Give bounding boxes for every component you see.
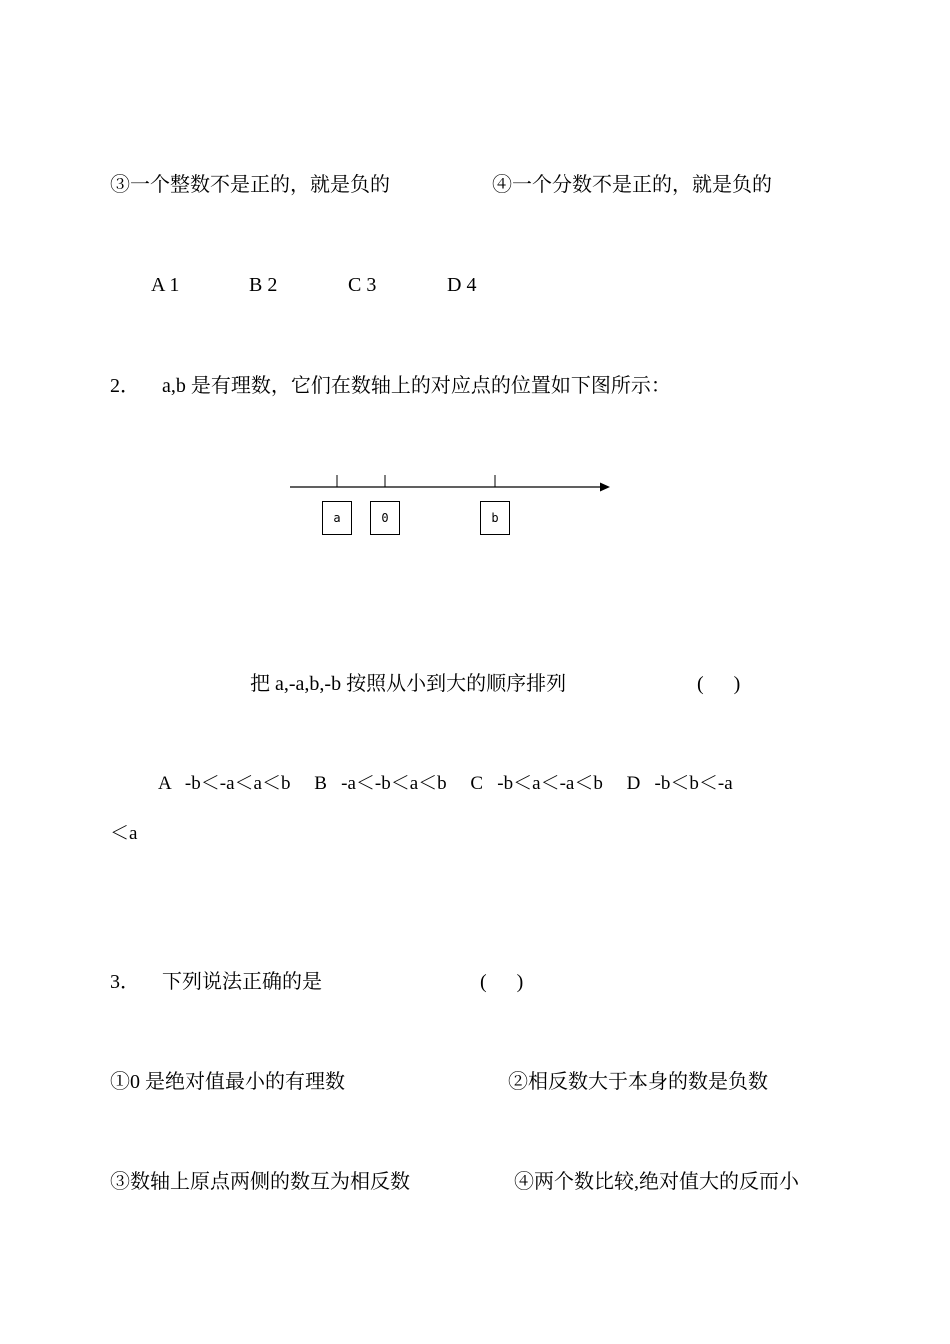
q1-option-d: D 4 [447,274,477,296]
q2-prompt: 把 a,-a,b,-b 按照从小到大的顺序排列 [250,673,567,695]
point-b-text: b [491,511,499,525]
number-line-figure [280,466,620,506]
point-zero-text: 0 [381,511,389,525]
q1-statement-4: ④一个分数不是正的，就是负的 [492,174,772,196]
q3-answer-paren: ( ) [480,971,524,993]
q3-number: 3． [110,971,140,993]
number-line-arrow [600,483,610,492]
q3-statement-1: ①0 是绝对值最小的有理数 [110,1071,345,1093]
q3-statement-4: ④两个数比较,绝对值大的反而小 [514,1171,799,1193]
q2-options-line1: A -b＜-a＜a＜b B -a＜-b＜a＜b C -b＜a＜-a＜b D -b＜b＜-a [158,773,733,794]
q1-option-a: A 1 [151,274,180,296]
q2-options-line2: ＜a [110,823,138,844]
point-label-zero [370,501,400,535]
q1-option-b: B 2 [249,274,278,296]
q2-number: 2． [110,375,140,397]
q2-answer-paren: ( ) [697,673,741,695]
q3-statement-2: ②相反数大于本身的数是负数 [508,1071,768,1093]
q2-text: a,b 是有理数，它们在数轴上的对应点的位置如下图所示： [162,375,671,397]
q3-text: 下列说法正确的是 [162,971,322,993]
point-label-b [480,501,510,535]
point-a-text: a [333,511,341,525]
q1-statement-3: ③一个整数不是正的，就是负的 [110,174,390,196]
q1-option-c: C 3 [348,274,377,296]
q3-statement-3: ③数轴上原点两侧的数互为相反数 [110,1171,410,1193]
point-label-a [322,501,352,535]
